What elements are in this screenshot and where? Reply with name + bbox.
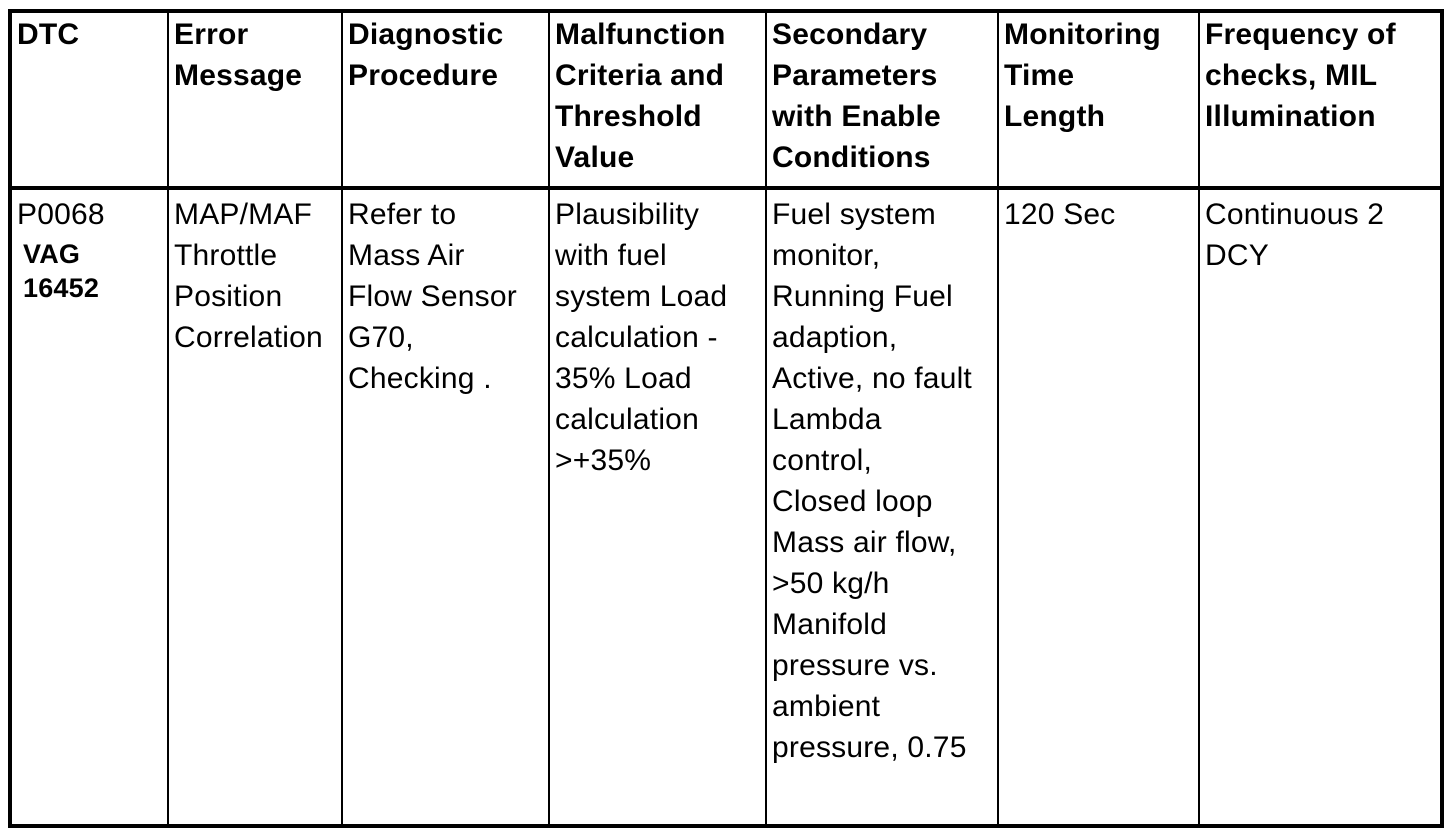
cell-line: Plausibility	[555, 198, 700, 231]
cell-line: ambient	[772, 690, 881, 723]
cell-line: calculation -	[555, 321, 718, 354]
cell-line: >50 kg/h	[772, 567, 890, 600]
header-monitoring-time	[998, 11, 1199, 188]
cell-dtc	[10, 188, 168, 826]
cell-diagnostic-procedure	[342, 188, 549, 826]
header-line: Message	[174, 59, 303, 92]
header-line: Criteria and	[555, 59, 725, 92]
header-line: Length	[1004, 100, 1106, 133]
header-line: with Enable	[772, 100, 941, 133]
cell-line: Lambda	[772, 403, 882, 436]
cell-line: Continuous 2	[1205, 198, 1385, 231]
header-error-message	[168, 11, 342, 188]
cell-line: with fuel	[555, 239, 667, 272]
cell-line: Checking .	[348, 362, 492, 395]
cell-line: Throttle	[174, 239, 278, 272]
cell-line: Fuel system	[772, 198, 936, 231]
vag-code-label: VAG	[23, 239, 81, 269]
cell-line: calculation	[555, 403, 699, 436]
cell-error-message	[168, 188, 342, 826]
header-line: Frequency of	[1205, 18, 1396, 51]
cell-secondary-parameters	[766, 188, 998, 826]
header-line: Parameters	[772, 59, 938, 92]
cell-line: Mass Air	[348, 239, 465, 272]
header-secondary-parameters	[766, 11, 998, 188]
cell-line: Mass air flow,	[772, 526, 957, 559]
cell-line: G70,	[348, 321, 414, 354]
header-line: Conditions	[772, 141, 931, 174]
header-line: Malfunction	[555, 18, 726, 51]
header-line: Diagnostic	[348, 18, 504, 51]
header-frequency-mil	[1199, 11, 1442, 188]
header-line: Threshold	[555, 100, 702, 133]
header-line: checks, MIL	[1205, 59, 1378, 92]
header-malfunction-criteria	[549, 11, 766, 188]
header-diagnostic-procedure	[342, 11, 549, 188]
cell-line: pressure, 0.75	[772, 731, 967, 764]
cell-line: Closed loop	[772, 485, 933, 518]
header-line: Procedure	[348, 59, 499, 92]
cell-line: control,	[772, 444, 872, 477]
header-line: Error	[174, 18, 249, 51]
table-header-row	[10, 11, 1442, 188]
cell-malfunction-criteria	[549, 188, 766, 826]
table-row	[10, 188, 1442, 826]
cell-line: 120 Sec	[1004, 198, 1116, 231]
cell-line: Refer to	[348, 198, 457, 231]
header-line: Illumination	[1205, 100, 1376, 133]
cell-line: Running Fuel	[772, 280, 953, 313]
cell-line: 35% Load	[555, 362, 692, 395]
cell-frequency-mil	[1199, 188, 1442, 826]
cell-line: Correlation	[174, 321, 323, 354]
cell-line: Manifold	[772, 608, 887, 641]
cell-line: DCY	[1205, 239, 1269, 272]
cell-line: Active, no fault	[772, 362, 972, 395]
cell-line: MAP/MAF	[174, 198, 313, 231]
cell-line: Flow Sensor	[348, 280, 517, 313]
cell-line: monitor,	[772, 239, 881, 272]
cell-line: pressure vs.	[772, 649, 938, 682]
cell-line: >+35%	[555, 444, 652, 477]
dtc-code: P0068	[17, 198, 105, 231]
header-line: Secondary	[772, 18, 928, 51]
header-line: Value	[555, 141, 635, 174]
cell-line: adaption,	[772, 321, 898, 354]
header-line: Monitoring	[1004, 18, 1161, 51]
vag-code-number: 16452	[23, 273, 100, 303]
dtc-table	[8, 9, 1444, 828]
cell-line: Position	[174, 280, 283, 313]
header-line: Time	[1004, 59, 1075, 92]
cell-monitoring-time	[998, 188, 1199, 826]
header-line: DTC	[17, 18, 80, 51]
cell-line: system Load	[555, 280, 728, 313]
header-dtc	[10, 11, 168, 188]
